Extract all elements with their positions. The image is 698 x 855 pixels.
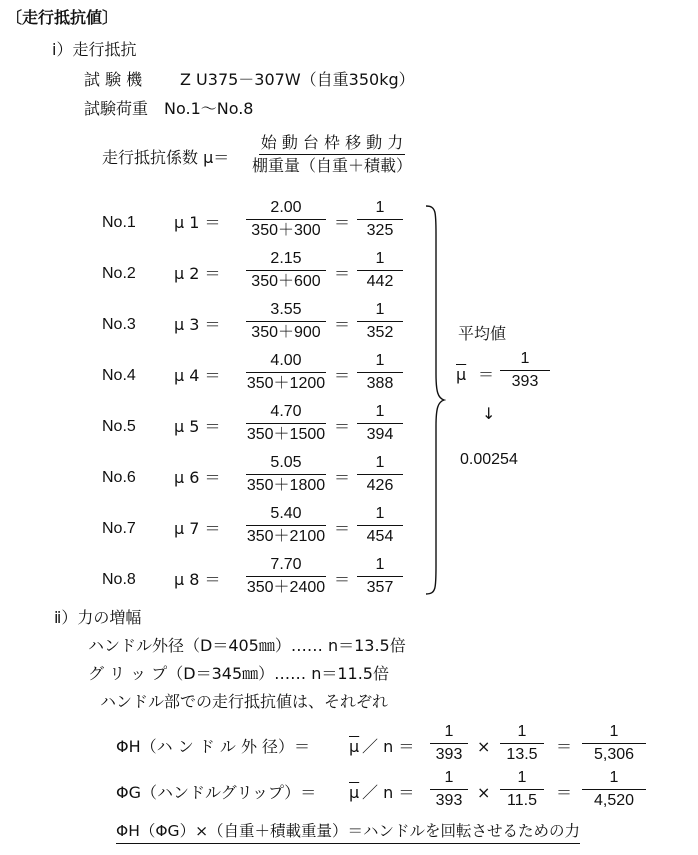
row-result-denominator: 357 [366, 579, 394, 596]
phiH-slash-n: ／ n ＝ [362, 737, 415, 756]
row-number: No.3 [102, 316, 136, 333]
row-number: No.5 [102, 418, 136, 435]
row-numerator: 2.15 [246, 251, 326, 271]
phiH-lhs: ΦH（ハ ン ド ル 外 径）＝ [116, 737, 311, 756]
phiH-fraction-2 [500, 724, 544, 763]
phiG-equals: ＝ [556, 783, 573, 802]
row-result-denominator: 442 [366, 273, 394, 290]
row-mu: μ 5 ＝ [174, 417, 221, 436]
row-equals: ＝ [334, 264, 351, 283]
row-denominator: 350＋300 [251, 222, 321, 239]
phiG-fraction-1 [430, 770, 468, 809]
machine-label: 試 験 機 [84, 70, 143, 89]
row-number: No.6 [102, 469, 136, 486]
row-result-fraction [357, 455, 403, 494]
phiG-lhs: ΦG（ハンドルグリップ）＝ [116, 783, 317, 802]
row-result-denominator: 352 [366, 324, 394, 341]
row-result-numerator: 1 [357, 251, 403, 271]
row-result-fraction [357, 506, 403, 545]
phiH-fraction-1 [430, 724, 468, 763]
row-fraction [246, 455, 326, 494]
row-denominator: 350＋2100 [246, 528, 326, 545]
row-result-denominator: 388 [366, 375, 394, 392]
phiH-f1-num: 1 [430, 724, 468, 744]
row-number: No.1 [102, 214, 136, 231]
conclusion: ΦH（ΦG）×（自重＋積載重量）＝ハンドルを回転させるための力 [116, 824, 580, 844]
row-equals: ＝ [334, 570, 351, 589]
row-result-denominator: 394 [366, 426, 394, 443]
row-fraction [246, 302, 326, 341]
load-value: No.1～No.8 [164, 99, 254, 118]
load-label: 試験荷重 [84, 99, 149, 118]
row-numerator: 3.55 [246, 302, 326, 322]
phiH-f1-den: 393 [435, 746, 463, 763]
row-mu: μ 7 ＝ [174, 519, 221, 538]
row-fraction [246, 353, 326, 392]
average-fraction [500, 351, 550, 390]
phiH-f3-den: 5,306 [593, 746, 635, 763]
phiH-f3-num: 1 [582, 724, 646, 744]
handle-line: ハンドル外径（D＝405㎜）…… n＝13.5倍 [88, 636, 406, 655]
phiH-fraction-3 [582, 724, 646, 763]
row-numerator: 2.00 [246, 200, 326, 220]
section-1-title: ⅰ）走行抵抗 [52, 40, 137, 59]
row-result-fraction [357, 557, 403, 596]
row-result-numerator: 1 [357, 455, 403, 475]
row-numerator: 5.40 [246, 506, 326, 526]
row-equals: ＝ [334, 213, 351, 232]
row-numerator: 5.05 [246, 455, 326, 475]
row-mu: μ 2 ＝ [174, 264, 221, 283]
average-denominator: 393 [511, 373, 539, 390]
row-equals: ＝ [334, 519, 351, 538]
row-result-fraction [357, 302, 403, 341]
formula-denominator: 棚重量（自重＋積載） [252, 156, 413, 175]
row-numerator: 7.70 [246, 557, 326, 577]
row-result-numerator: 1 [357, 200, 403, 220]
row-result-numerator: 1 [357, 506, 403, 526]
formula-lhs: 走行抵抗係数 μ＝ [102, 148, 230, 167]
row-fraction [246, 404, 326, 443]
row-fraction [246, 251, 326, 290]
row-number: No.8 [102, 571, 136, 588]
phiG-f2-num: 1 [500, 770, 544, 790]
average-decimal: 0.00254 [460, 451, 518, 468]
phiH-f2-den: 13.5 [506, 746, 538, 763]
row-numerator: 4.70 [246, 404, 326, 424]
row-equals: ＝ [334, 417, 351, 436]
row-result-numerator: 1 [357, 353, 403, 373]
phiH-times: × [477, 737, 491, 756]
row-mu: μ 4 ＝ [174, 366, 221, 385]
phiG-fraction-2 [500, 770, 544, 809]
page-title: 〔走行抵抗値〕 [6, 8, 119, 27]
row-mu: μ 6 ＝ [174, 468, 221, 487]
average-mu-bar: $\overline{\mu}$ [456, 365, 467, 384]
row-result-denominator: 426 [366, 477, 394, 494]
row-number: No.7 [102, 520, 136, 537]
row-numerator: 4.00 [246, 353, 326, 373]
row-result-numerator: 1 [357, 404, 403, 424]
row-number: No.4 [102, 367, 136, 384]
row-equals: ＝ [334, 315, 351, 334]
row-fraction [246, 557, 326, 596]
average-equals: ＝ [478, 365, 495, 384]
phiH-mu [349, 739, 359, 755]
row-denominator: 350＋1500 [246, 426, 326, 443]
phiG-fraction-3 [582, 770, 646, 809]
row-denominator: 350＋1200 [246, 375, 326, 392]
grip-line: グ リ ッ プ（D＝345㎜）…… n＝11.5倍 [88, 664, 389, 683]
phiG-mu [349, 785, 359, 801]
down-arrow-icon: ↓ [482, 404, 496, 423]
row-mu: μ 8 ＝ [174, 570, 221, 589]
phiG-f1-den: 393 [435, 792, 463, 809]
row-result-denominator: 454 [366, 528, 394, 545]
phiG-times: × [477, 783, 491, 802]
phiH-f2-num: 1 [500, 724, 544, 744]
row-result-fraction [357, 404, 403, 443]
row-equals: ＝ [334, 468, 351, 487]
section-2-title: ⅱ）力の増幅 [54, 608, 142, 627]
row-result-denominator: 325 [366, 222, 394, 239]
average-label: 平均値 [458, 324, 507, 343]
row-result-numerator: 1 [357, 557, 403, 577]
phiH-mu-bar: $\overline{\mu}$ [349, 737, 360, 756]
row-mu: μ 3 ＝ [174, 315, 221, 334]
phiG-slash-n: ／ n ＝ [362, 783, 415, 802]
row-denominator: 350＋1800 [246, 477, 326, 494]
brace-icon [424, 204, 446, 596]
formula-fraction [252, 135, 412, 174]
row-denominator: 350＋2400 [246, 579, 326, 596]
row-equals: ＝ [334, 366, 351, 385]
phiG-f1-num: 1 [430, 770, 468, 790]
machine-value: Z U375－307W（自重350kg） [180, 70, 415, 89]
row-fraction [246, 506, 326, 545]
intro-text: ハンドル部での走行抵抗値は、それぞれ [100, 692, 389, 711]
row-mu: μ 1 ＝ [174, 213, 221, 232]
row-denominator: 350＋900 [251, 324, 321, 341]
row-result-fraction [357, 200, 403, 239]
row-number: No.2 [102, 265, 136, 282]
phiG-f2-den: 11.5 [507, 792, 537, 809]
row-result-numerator: 1 [357, 302, 403, 322]
row-result-fraction [357, 251, 403, 290]
average-numerator: 1 [500, 351, 550, 371]
row-denominator: 350＋600 [251, 273, 321, 290]
row-result-fraction [357, 353, 403, 392]
average-mu [456, 367, 466, 383]
row-fraction [246, 200, 326, 239]
phiG-mu-bar: $\overline{\mu}$ [349, 783, 360, 802]
phiG-f3-num: 1 [582, 770, 646, 790]
phiG-f3-den: 4,520 [593, 792, 635, 809]
phiH-equals: ＝ [556, 737, 573, 756]
formula-numerator: 始 動 台 枠 移 動 力 [259, 135, 406, 155]
